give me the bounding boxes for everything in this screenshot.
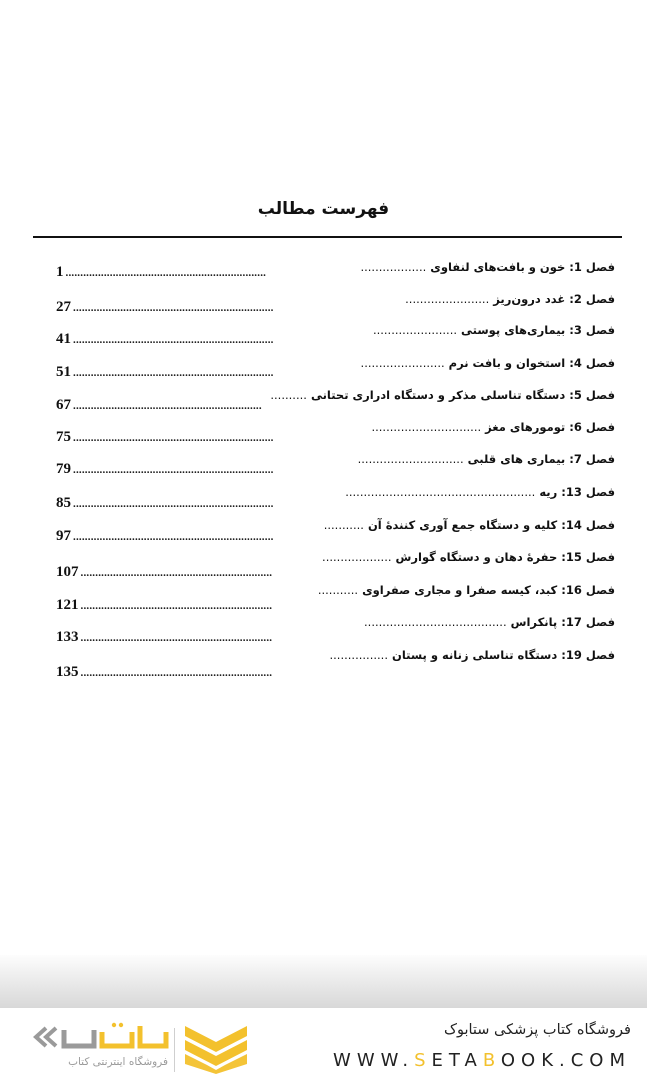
setabook-chevron-logo-icon (185, 1024, 247, 1074)
toc-entry-page (56, 264, 266, 281)
chapter-label: فصل 4: استخوان و بافت نرم (448, 356, 615, 370)
chapter-label: فصل 5: دستگاه تناسلی مذکر و دستگاه ادراری تحتانی (310, 388, 615, 402)
toc-entry-title (405, 291, 615, 307)
toc-entry-page (56, 629, 272, 646)
toc-entry-title (318, 582, 615, 598)
chapter-label: فصل 14: کلیه و دستگاه جمع آوری کنندهٔ آن (367, 518, 615, 532)
leader-dots: ............................. (357, 452, 464, 466)
toc-entry-title (329, 647, 615, 663)
toc-entry-page (56, 664, 272, 681)
leader-dots: .................................................................... (73, 531, 274, 543)
page-number: 41 (56, 331, 71, 347)
url-part: ETA (431, 1050, 483, 1071)
toc-entry-title (345, 484, 615, 500)
leader-dots: ....................... (360, 356, 445, 370)
toc-entry-title (371, 419, 615, 435)
toc-entry-title (270, 387, 615, 403)
toc-entry-page (56, 364, 274, 381)
leader-dots: ........... (317, 583, 359, 597)
chapter-label: فصل 1: خون و بافت‌های لنفاوی (430, 260, 615, 274)
toc-entry-page (56, 564, 272, 581)
leader-dots: .................................................................... (73, 432, 274, 444)
chapter-label: فصل 17: پانکراس (510, 615, 615, 629)
page-title: فهرست مطالب (257, 199, 390, 219)
toc-entry-title (322, 549, 615, 565)
chapter-label: فصل 13: ریه (539, 485, 615, 499)
leader-dots: ................... (322, 550, 392, 564)
toc-entry-page (56, 495, 274, 512)
chapter-label: فصل 15: حفرهٔ دهان و دستگاه گوارش (395, 550, 615, 564)
page-number: 67 (56, 397, 71, 413)
leader-dots: .................. (360, 260, 427, 274)
title-divider (33, 236, 622, 238)
page-number: 85 (56, 495, 71, 511)
store-name: فروشگاه کتاب پزشکی ستابوک (443, 1022, 631, 1038)
leader-dots: ....................... (405, 292, 490, 306)
chapter-label: فصل 7: بیماری های قلبی (467, 452, 615, 466)
leader-dots: ................................................................. (80, 632, 273, 644)
leader-dots: ........... (323, 518, 364, 532)
page-number: 79 (56, 461, 71, 477)
leader-dots: .............................. (371, 420, 482, 434)
url-part: WWW. (333, 1050, 415, 1071)
leader-dots: .................................................................... (73, 498, 274, 510)
page-number: 27 (56, 299, 71, 315)
chapter-label: فصل 19: دستگاه تناسلی زنانه و پستان (392, 648, 615, 662)
url-accent-letter: B (482, 1050, 501, 1071)
toc-entry-page (56, 528, 274, 545)
page-shadow (0, 955, 647, 1008)
store-url[interactable] (333, 1050, 631, 1071)
chapter-label: فصل 2: غدد درون‌ریز (493, 292, 615, 306)
leader-dots: .................................................................... (73, 464, 274, 476)
page-number: 121 (56, 597, 79, 613)
chapter-label: فصل 6: تومورهای مغز (485, 420, 615, 434)
leader-dots: .................................................... (345, 485, 536, 499)
toc-entry-page (56, 597, 272, 614)
url-accent-letter: S (414, 1050, 432, 1071)
page-number: 135 (56, 664, 79, 680)
logo-tagline: فروشگاه اینترنتی کتاب (68, 1056, 168, 1068)
toc-entry-title (324, 517, 615, 533)
toc-entry-title (361, 355, 615, 371)
toc-entry-page (56, 397, 262, 414)
toc-entry-title (373, 322, 615, 338)
leader-dots: .................................................................... (65, 267, 267, 279)
setabook-wordmark-icon (32, 1022, 170, 1052)
chapter-label: فصل 16: کبد، کیسه صفرا و مجاری صفراوی (362, 583, 615, 597)
page-number: 1 (56, 264, 64, 280)
page-number: 51 (56, 364, 71, 380)
toc-entry-page (56, 331, 274, 348)
toc-entry-title (358, 451, 615, 467)
leader-dots: .................................................................... (73, 302, 274, 314)
leader-dots: ................................................................. (80, 567, 273, 579)
toc-entry-page (56, 299, 274, 316)
page-number: 75 (56, 429, 71, 445)
toc-entry-page (56, 461, 274, 478)
chapter-label: فصل 3: بیماری‌های پوستی (461, 323, 615, 337)
leader-dots: .................................................................... (73, 367, 274, 379)
toc-entry-page (56, 429, 274, 446)
leader-dots: ................................................................. (80, 667, 273, 679)
leader-dots: .......... (270, 388, 307, 402)
url-part: OOK.COM (500, 1050, 631, 1071)
page-number: 97 (56, 528, 71, 544)
leader-dots: ................................................................. (80, 600, 273, 612)
page-number: 107 (56, 564, 79, 580)
leader-dots: .................................................................... (73, 334, 274, 346)
leader-dots: ....................... (372, 323, 458, 337)
leader-dots: ................................................................ (73, 400, 262, 412)
leader-dots: ....................................... (364, 615, 507, 629)
toc-entry-title (364, 614, 615, 630)
page-number: 133 (56, 629, 79, 645)
leader-dots: ................ (329, 648, 388, 662)
logo-divider (174, 1028, 175, 1072)
toc-entry-title (360, 259, 615, 275)
